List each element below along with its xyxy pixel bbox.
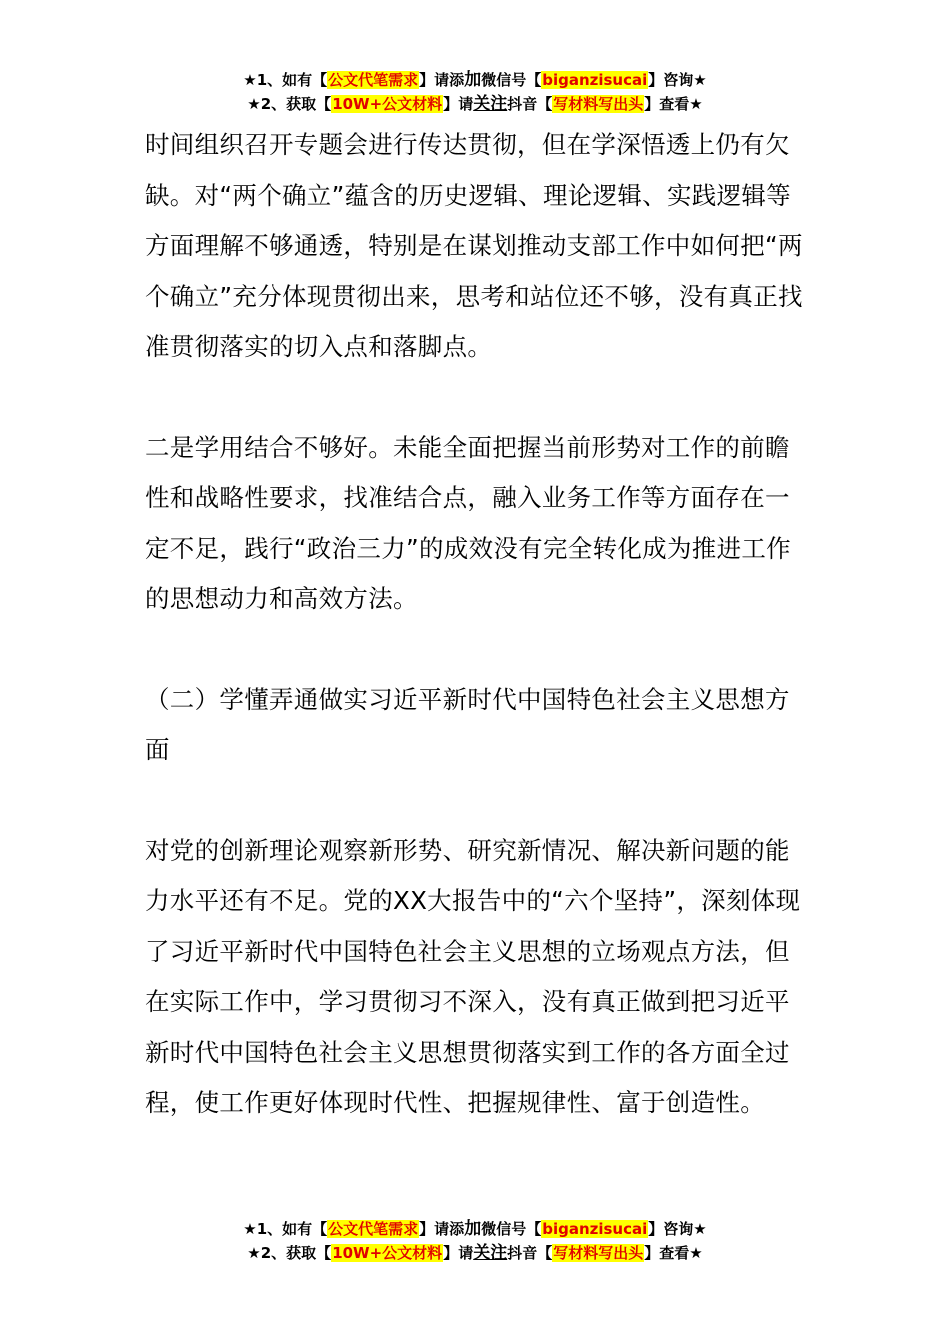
banner-text: 】查看★ [644, 95, 703, 113]
highlight-ghostwriting: 公文代笔需求 [328, 1220, 419, 1238]
highlight-wechat-id: biganzisucai [542, 71, 648, 89]
highlight-materials: 10W+公文材料 [332, 95, 443, 113]
highlight-wechat-id: biganzisucai [542, 1220, 648, 1238]
banner-text: 加 [464, 70, 482, 90]
highlight-ghostwriting: 公文代笔需求 [328, 71, 419, 89]
header-banner-line-1 [0, 68, 950, 92]
header-banner-line-2 [0, 92, 950, 116]
footer-banner-line-2 [0, 1241, 950, 1265]
banner-text: 】请添 [419, 1220, 465, 1238]
banner-text: 抖音【 [507, 1244, 553, 1262]
banner-text: ★2、获取【 [247, 95, 332, 113]
section-heading: （二）学懂弄通做实习近平新时代中国特色社会主义思想方面 [145, 684, 790, 764]
highlight-douyin: 写材料写出头 [553, 1244, 644, 1262]
banner-text: 加 [464, 1219, 482, 1239]
banner-text: 】请 [443, 95, 474, 113]
highlight-douyin: 写材料写出头 [553, 95, 644, 113]
highlight-materials: 10W+公文材料 [332, 1244, 443, 1262]
banner-text: ★1、如有【 [243, 71, 328, 89]
banner-text: 抖音【 [507, 95, 553, 113]
banner-text: 微信号【 [481, 71, 542, 89]
paragraph-1: 时间组织召开专题会进行传达贯彻，但在学深悟透上仍有欠缺。对“两个确立”蕴含的历史逻辑、理论逻辑、实践逻辑等方面理解不够通透，特别是在谋划推动支部工作中如何把“两个确立”充分体现贯彻出来，思考和站位还不够，没有真正找准贯彻落实的切入点和落脚点。 [145, 130, 803, 361]
banner-text: 】查看★ [644, 1244, 703, 1262]
banner-text: ★2、获取【 [247, 1244, 332, 1262]
banner-text: 关注 [473, 94, 508, 114]
banner-text: 】咨询★ [648, 1220, 707, 1238]
footer-banner-line-1 [0, 1217, 950, 1241]
document-body [145, 120, 810, 1129]
banner-text: 关注 [473, 1243, 508, 1263]
banner-text: 微信号【 [481, 1220, 542, 1238]
header-banner [0, 68, 950, 116]
banner-text: 】请 [443, 1244, 474, 1262]
footer-banner [0, 1217, 950, 1265]
banner-text: ★1、如有【 [243, 1220, 328, 1238]
paragraph-2: 二是学用结合不够好。未能全面把握当前形势对工作的前瞻性和战略性要求，找准结合点，融入业务工作等方面存在一定不足，践行“政治三力”的成效没有完全转化成为推进工作的思想动力和高效方法。 [145, 432, 791, 613]
paragraph-3: 对党的创新理论观察新形势、研究新情况、解决新问题的能力水平还有不足。党的XX大报告中的“六个坚持”，深刻体现了习近平新时代中国特色社会主义思想的立场观点方法，但在实际工作中，学习贯彻习不深入，没有真正做到把习近平新时代中国特色社会主义思想贯彻落实到工作的各方面全过程，使工作更好体现时代性、把握规律性、富于创造性。 [145, 835, 801, 1117]
banner-text: 】咨询★ [648, 71, 707, 89]
banner-text: 】请添 [419, 71, 465, 89]
